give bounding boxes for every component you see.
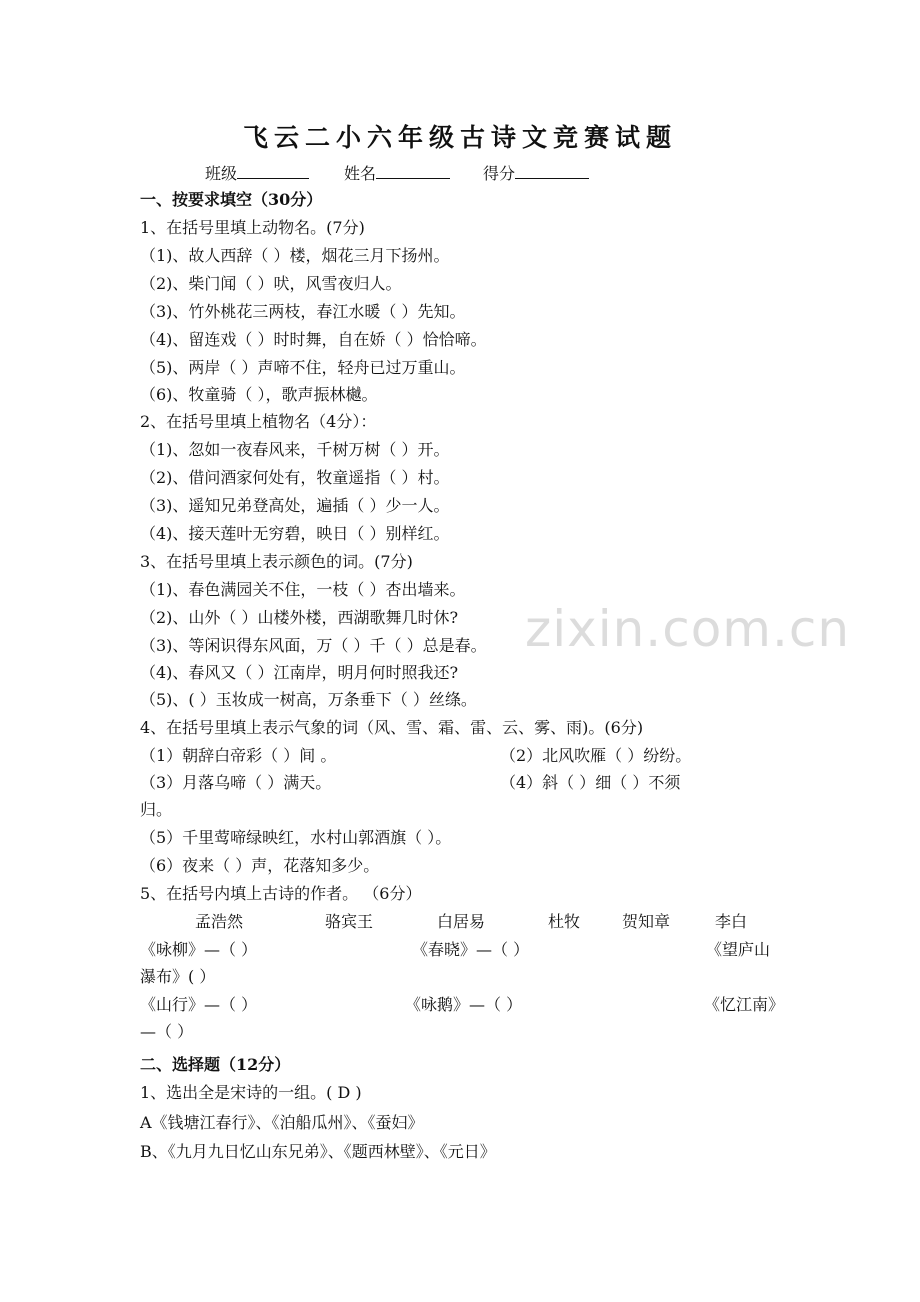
question-item: 归。 bbox=[140, 800, 173, 819]
poet-name: 白居易 bbox=[437, 912, 486, 931]
question-item: 《山行》—（ ） bbox=[140, 995, 258, 1014]
question-title: 4、在括号里填上表示气象的词（风、雪、霜、雷、云、雾、雨)。(6分) bbox=[140, 718, 644, 737]
question-item: （5)、两岸（ ）声啼不住，轻舟已过万重山。 bbox=[140, 358, 466, 377]
question-item: 《咏鹅》—（ ） bbox=[405, 995, 523, 1014]
question-item: 《忆江南》 bbox=[704, 995, 785, 1014]
section-heading: 二、选择题（12分） bbox=[140, 1055, 291, 1074]
question-item: （4)、春风又（ ）江南岸，明月何时照我还? bbox=[140, 663, 459, 682]
score-label: 得分 bbox=[483, 164, 516, 183]
question-item: （2）北风吹雁（ ）纷纷。 bbox=[500, 746, 692, 765]
question-item: （4)、接天莲叶无穷碧，映日（ ）别样红。 bbox=[140, 524, 450, 543]
name-label: 姓名 bbox=[344, 164, 377, 183]
score-blank[interactable] bbox=[515, 162, 589, 179]
question-item: 《咏柳》—（ ） bbox=[140, 940, 258, 959]
question-item: （4）斜（ ）细（ ）不须 bbox=[500, 773, 681, 792]
poet-name: 杜牧 bbox=[548, 912, 581, 931]
question-item: （3)、竹外桃花三两枝，春江水暖（ ）先知。 bbox=[140, 302, 466, 321]
class-field bbox=[205, 162, 309, 184]
option-b: B、《九月九日忆山东兄弟》、《题西林壁》、《元日》 bbox=[140, 1142, 496, 1161]
question-item: （3)、遥知兄弟登高处，遍插（ ）少一人。 bbox=[140, 496, 450, 515]
poet-name: 贺知章 bbox=[622, 912, 671, 931]
question-title: 2、在括号里填上植物名（4分）： bbox=[140, 412, 377, 431]
question-item: （1)、忽如一夜春风来，千树万树（ ）开。 bbox=[140, 440, 450, 459]
question-item: （1)、故人西辞（ ）楼，烟花三月下扬州。 bbox=[140, 246, 450, 265]
watermark: zixin.com.cn bbox=[525, 600, 851, 658]
question-item: 瀑布》( ） bbox=[140, 967, 216, 986]
question-item: （2)、借问酒家何处有，牧童遥指（ ）村。 bbox=[140, 468, 450, 487]
question-item: （5)、( ）玉妆成一树高，万条垂下（ ）丝绦。 bbox=[140, 690, 477, 709]
section-heading: 一、按要求填空（30分） bbox=[140, 190, 323, 209]
question-item: 《春晓》—（ ） bbox=[412, 940, 530, 959]
name-field bbox=[344, 162, 450, 184]
class-blank[interactable] bbox=[237, 162, 309, 179]
poet-name: 骆宾王 bbox=[325, 912, 374, 931]
question-item: （4)、留连戏（ ）时时舞，自在娇（ ）恰恰啼。 bbox=[140, 330, 487, 349]
question-title: 1、选出全是宋诗的一组。( D ) bbox=[140, 1083, 362, 1102]
question-title: 1、在括号里填上动物名。(7分) bbox=[140, 218, 365, 237]
poet-name: 李白 bbox=[715, 912, 748, 931]
score-field bbox=[483, 162, 589, 184]
option-a: A《钱塘江春行》、《泊船瓜州》、《蚕妇》 bbox=[140, 1113, 424, 1132]
name-blank[interactable] bbox=[376, 162, 450, 179]
question-item: （3）月落乌啼（ ）满天。 bbox=[140, 773, 332, 792]
question-item: （2)、山外（ ）山楼外楼，西湖歌舞几时休? bbox=[140, 608, 459, 627]
poet-name: 孟浩然 bbox=[195, 912, 244, 931]
question-item: （6)、牧童骑（ ），歌声振林樾。 bbox=[140, 385, 378, 404]
question-item: —（ ） bbox=[140, 1022, 194, 1041]
question-item: （6）夜来（ ）声，花落知多少。 bbox=[140, 856, 380, 875]
question-item: （3)、等闲识得东风面，万（ ）千（ ）总是春。 bbox=[140, 636, 487, 655]
class-label: 班级 bbox=[205, 164, 238, 183]
question-item: 《望庐山 bbox=[706, 940, 771, 959]
question-item: （2)、柴门闻（ ）吠，风雪夜归人。 bbox=[140, 274, 402, 293]
question-title: 3、在括号里填上表示颜色的词。(7分) bbox=[140, 552, 413, 571]
page-title: 飞云二小六年级古诗文竞赛试题 bbox=[242, 123, 677, 152]
question-item: （5）千里莺啼绿映红，水村山郭酒旗（ ）。 bbox=[140, 828, 452, 847]
question-item: （1)、春色满园关不住，一枝（ ）杏出墙来。 bbox=[140, 580, 466, 599]
question-title: 5、在括号内填上古诗的作者。 （6分） bbox=[140, 884, 422, 903]
question-item: （1）朝辞白帝彩（ ）间 。 bbox=[140, 746, 337, 765]
